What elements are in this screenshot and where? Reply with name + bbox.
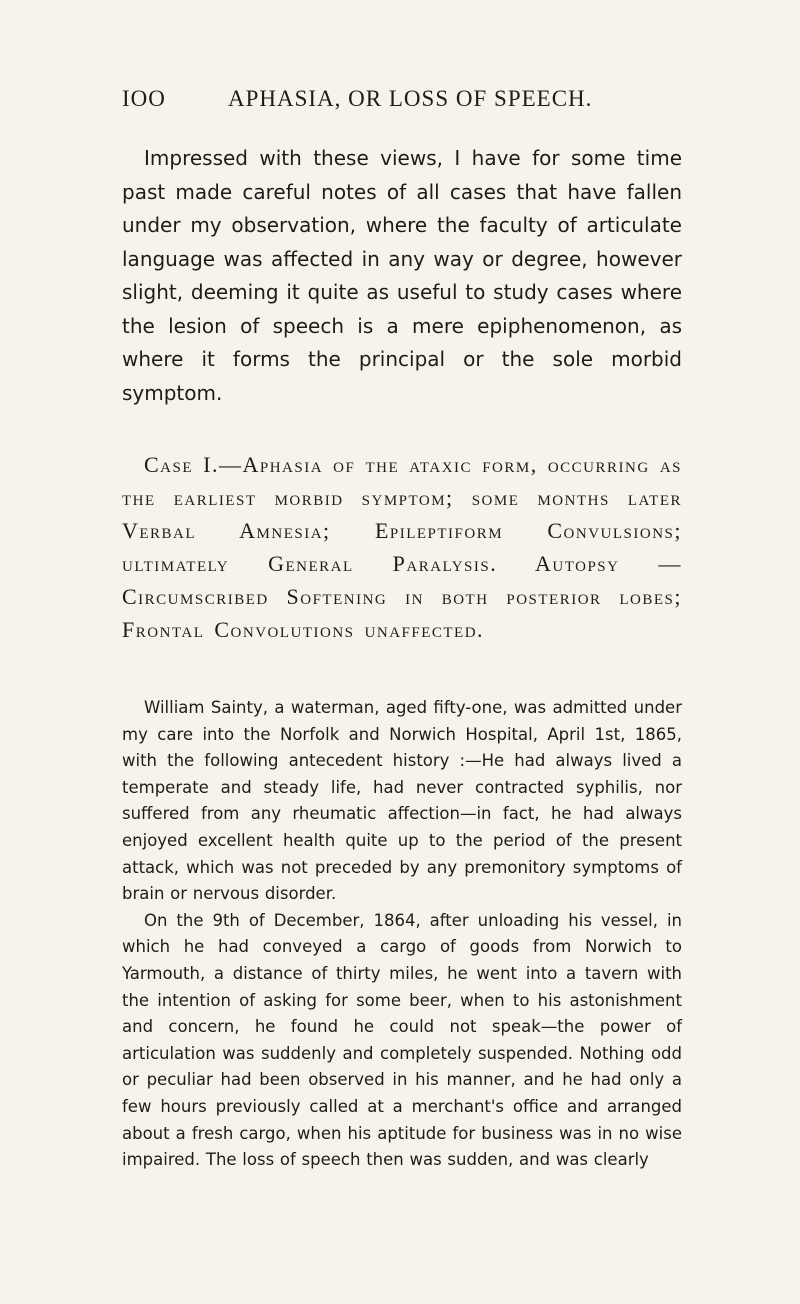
case-paragraph-1: William Sainty, a waterman, aged fifty-one, was admitted under my care into the Norfolk and Norwich Hospital, April 1st, 1865, with the following antecedent history :—He had always lived a temperate and steady life, had never contracted syphilis, nor suffered from any rheumatic affection—in fact, he had always enjoyed excellent health quite up to the period of the present attack, which was not preceded by any premonitory symptoms of brain or nervous disorder. <box>122 698 682 904</box>
running-head <box>122 86 682 120</box>
case-heading: Case I.—Aphasia of the ataxic form, occurring as the earliest morbid symptom; some months later Verbal Amnesia; Epileptiform Convulsions; ultimately General Paralysis. Autopsy — Circumscribed Softening in both posterior lobes; Frontal Convolutions unaffected. <box>122 452 682 642</box>
case-body <box>122 695 682 1174</box>
page-number: IOO <box>122 86 166 111</box>
running-title: APHASIA, OR LOSS OF SPEECH. <box>228 86 593 111</box>
case-paragraph-2: On the 9th of December, 1864, after unloading his vessel, in which he had conveyed a cargo of goods from Norwich to Yarmouth, a distance of thirty miles, he went into a tavern with the intention of asking for some beer, when to his astonishment and concern, he found he could not speak—the power of articulation was suddenly and completely suspended. Nothing odd or peculiar had been observed in his manner, and he had only a few hours previously called at a merchant's office and arranged about a fresh cargo, when his aptitude for business was in no wise impaired. The loss of speech then was sudden, and was clearly <box>122 910 682 1170</box>
intro-paragraph: Impressed with these views, I have for some time past made careful notes of all cases that have fallen under my observation, where the faculty of articulate language was affected in any way or degree, however slight, deeming it quite as useful to study cases where the lesion of speech is a mere epiphenomenon, as where it forms the principal or the sole morbid symptom. <box>122 146 682 405</box>
